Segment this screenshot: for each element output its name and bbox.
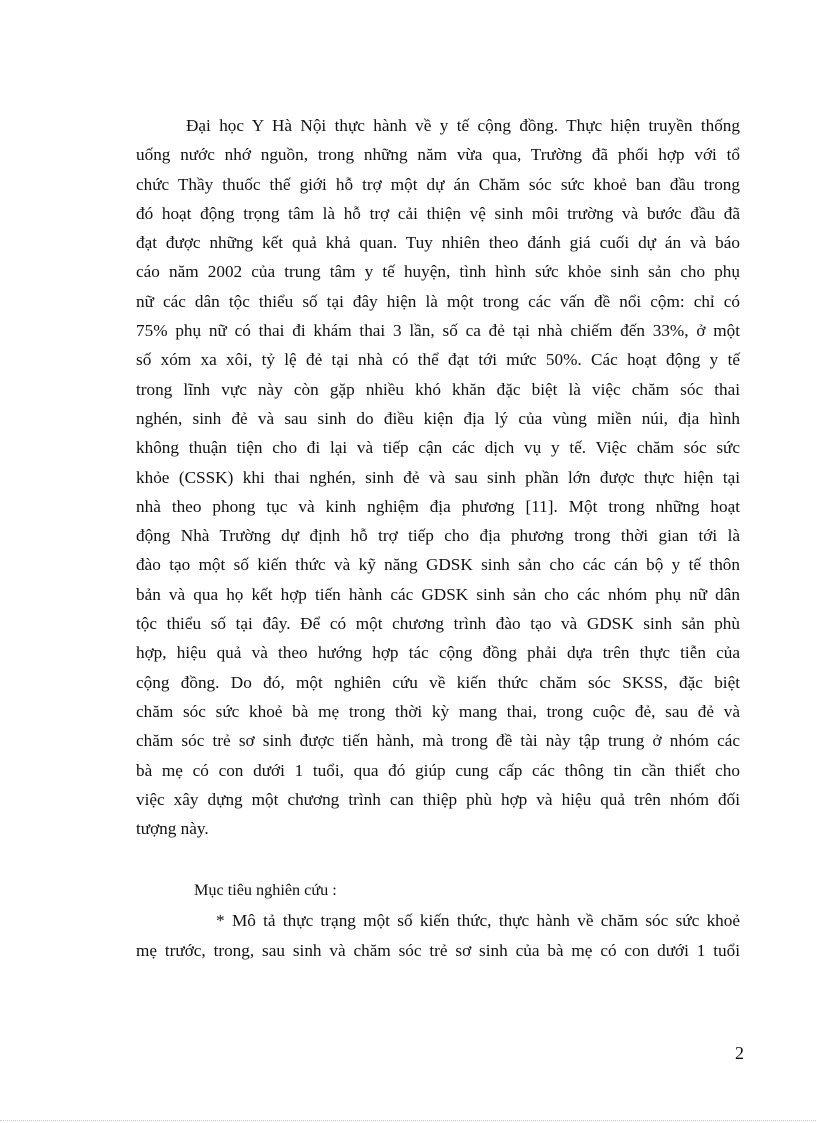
objective-paragraph <box>136 906 740 965</box>
body-paragraph <box>136 111 740 843</box>
paragraph-line: đào tạo một số kiến thức và kỹ năng GDSK sinh sản cho các cán bộ y tế thôn <box>136 555 740 575</box>
paragraph-line: không thuận tiện cho đi lại và tiếp cận các dịch vụ y tế. Việc chăm sóc sức <box>136 438 740 458</box>
paragraph-line: nghén, sinh đẻ và sau sinh do điều kiện địa lý của vùng miền núi, địa hình <box>136 408 740 428</box>
paragraph-line: động Nhà Trường dự định hỗ trợ tiếp cho địa phương trong thời gian tới là <box>136 526 740 546</box>
page-number: 2 <box>735 1043 744 1063</box>
paragraph-line: đó hoạt động trọng tâm là hỗ trợ cải thiện vệ sinh môi trường và bước đầu đã <box>136 203 740 223</box>
paragraph-line: hợp, hiệu quả và theo hướng hợp tác cộng đồng phải dựa trên thực tiễn của <box>136 643 740 663</box>
paragraph-line: việc xây dựng một chương trình can thiệp phù hợp và hiệu quả trên nhóm đối <box>136 789 740 809</box>
paragraph-line: Đại học Y Hà Nội thực hành về y tế cộng đồng. Thực hiện truyền thống <box>186 116 740 135</box>
paragraph-line: cáo năm 2002 của trung tâm y tế huyện, tình hình sức khỏe sinh sản cho phụ <box>136 262 740 282</box>
paragraph-line: 75% phụ nữ có thai đi khám thai 3 lần, số ca đẻ tại nhà chiếm đến 33%, ở một <box>136 321 740 341</box>
paragraph-line: số xóm xa xôi, tỷ lệ đẻ tại nhà có thể đạt tới mức 50%. Các hoạt động y tế <box>136 350 740 370</box>
paragraph-line: khỏe (CSSK) khi thai nghén, sinh đẻ và sau sinh phần lớn được thực hiện tại <box>136 467 740 487</box>
paragraph-line: chức Thầy thuốc thế giới hỗ trợ một dự án Chăm sóc sức khoẻ ban đầu trong <box>136 174 740 194</box>
paragraph-line: nhà theo phong tục và kinh nghiệm địa phương [11]. Một trong những hoạt <box>136 496 740 516</box>
paragraph-line: chăm sóc sức khoẻ bà mẹ trong thời kỳ mang thai, trong cuộc đẻ, sau đẻ và <box>136 701 740 721</box>
page-break-divider <box>0 1120 816 1121</box>
paragraph-line: tượng này. <box>136 819 209 839</box>
objective-line: mẹ trước, trong, sau sinh và chăm sóc trẻ sơ sinh của bà mẹ có con dưới 1 tuổi <box>136 940 740 960</box>
paragraph-line: chăm sóc trẻ sơ sinh được tiến hành, mà trong đề tài này tập trung ở nhóm các <box>136 731 740 751</box>
paragraph-line: trong lĩnh vực này còn gặp nhiều khó khăn đặc biệt là việc chăm sóc thai <box>136 379 740 399</box>
objective-line: * Mô tả thực trạng một số kiến thức, thực hành về chăm sóc sức khoẻ <box>216 911 740 930</box>
paragraph-line: nữ các dân tộc thiểu số tại đây hiện là một trong các vấn đề nổi cộm: chỉ có <box>136 291 740 311</box>
paragraph-line: đạt được những kết quả khả quan. Tuy nhiên theo đánh giá cuối dự án và báo <box>136 233 740 253</box>
paragraph-line: uống nước nhớ nguồn, trong những năm vừa qua, Trường đã phối hợp với tổ <box>136 145 740 165</box>
paragraph-line: tộc thiểu số tại đây. Để có một chương trình đào tạo và GDSK sinh sản phù <box>136 614 740 634</box>
paragraph-line: bà mẹ có con dưới 1 tuổi, qua đó giúp cung cấp các thông tin cần thiết cho <box>136 760 740 780</box>
paragraph-line: bản và qua họ kết hợp tiến hành các GDSK sinh sản cho các nhóm phụ nữ dân <box>136 584 740 604</box>
paragraph-line: cộng đồng. Do đó, một nghiên cứu về kiến thức chăm sóc SKSS, đặc biệt <box>136 672 740 692</box>
section-heading: Mục tiêu nghiên cứu : <box>194 881 337 899</box>
